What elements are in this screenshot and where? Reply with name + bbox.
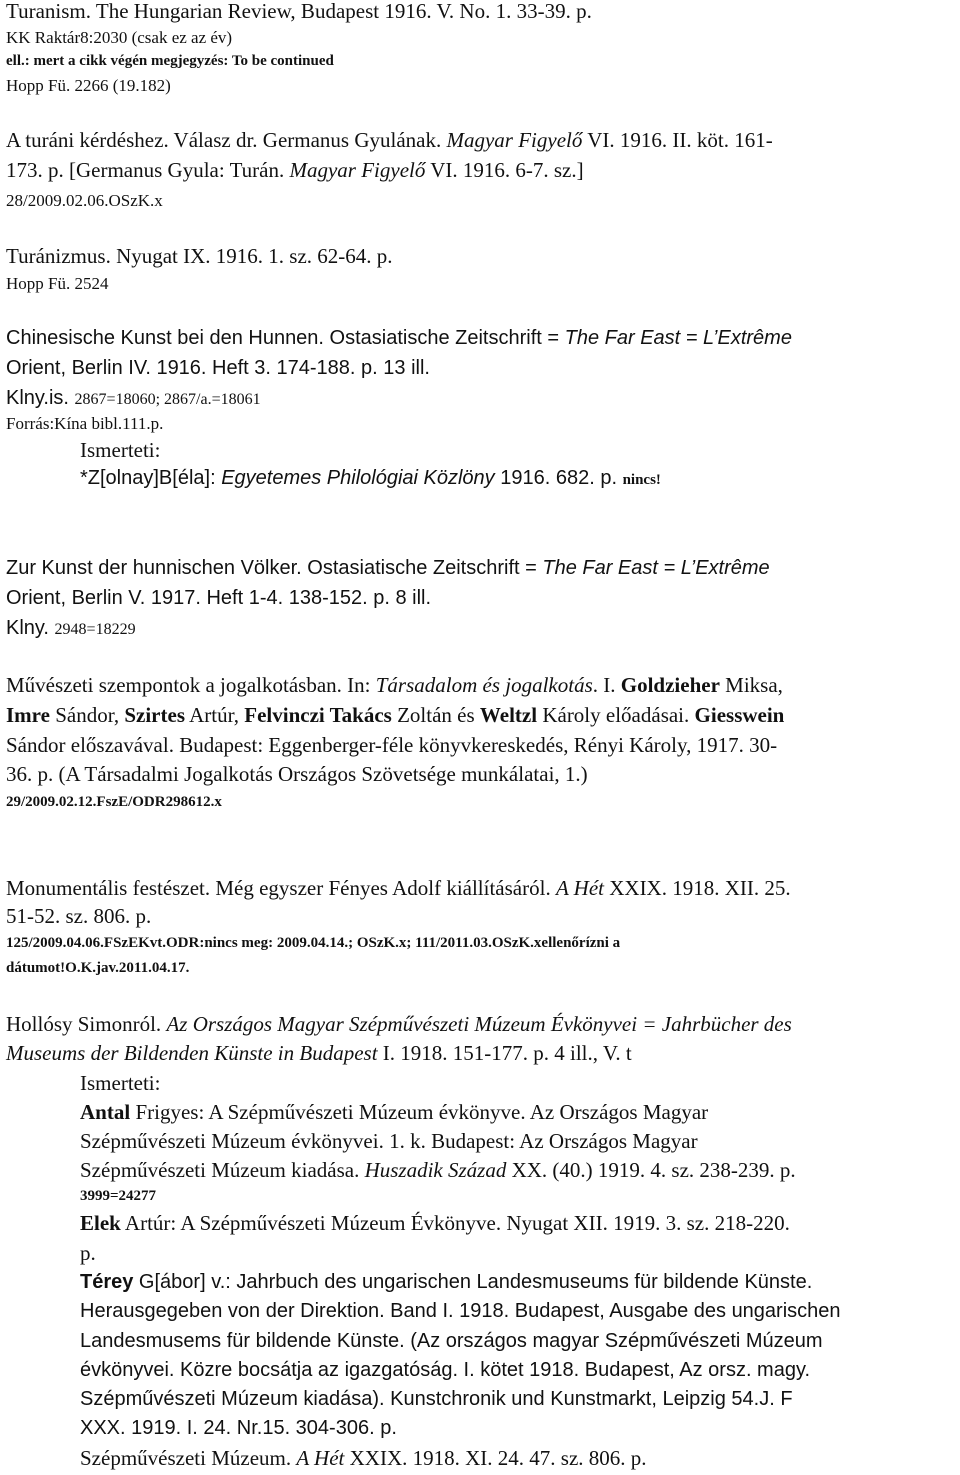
entry-turani-kerdes-ref: 28/2009.02.06.OSzK.x [6,191,163,210]
review-terey-line-1: Térey G[ábor] v.: Jahrbuch des ungarischen Landesmuseums für bildende Künste. [80,1271,813,1293]
reviewed-by-label: Ismerteti: [80,438,161,462]
entry-muveszeti-szempontok-line-2: Imre Sándor, Szirtes Artúr, Felvinczi Takács Zoltán és Weltzl Károly előadásai. Giesswein [6,703,785,727]
entry-chinesische-kunst-line-3: Klny.is. 2867=18060; 2867/a.=18061 [6,387,261,409]
entry-muveszeti-szempontok-line-4: 36. p. (A Társadalmi Jogalkotás Országos Szövetsége munkálatai, 1.) [6,762,588,786]
entry-turanizmus-line-1: Turánizmus. Nyugat IX. 1916. 1. sz. 62-64. p. [6,244,393,268]
reviewed-by-label: Ismerteti: [80,1071,161,1095]
entry-turanism-note: ell.: mert a cikk végén megjegyzés: To be continued [6,53,334,69]
entry-hollosy-line-2: Museums der Bildenden Künste in Budapest I. 1918. 151-177. p. 4 ill., V. t [6,1041,632,1065]
entry-monumentalis-ref-2: dátumot!O.K.jav.2011.04.17. [6,960,190,976]
review-terey-line-3: Landesmusems für bildende Künste. (Az országos magyar Szépművészeti Múzeum [80,1330,823,1352]
entry-chinesische-kunst-source: Forrás:Kína bibl.111.p. [6,414,164,433]
entry-monumentalis-line-1: Monumentális festészet. Még egyszer Fényes Adolf kiállításáról. A Hét XXIX. 1918. XII. 25. [6,876,791,900]
review-a-het: Szépművészeti Múzeum. A Hét XXIX. 1918. XI. 24. 47. sz. 806. p. [80,1446,647,1470]
entry-zur-kunst-line-3: Klny. 2948=18229 [6,617,136,639]
review-antal-line-3: Szépművészeti Múzeum kiadása. Huszadik Század XX. (40.) 1919. 4. sz. 238-239. p. [80,1158,796,1182]
entry-zur-kunst-line-2: Orient, Berlin V. 1917. Heft 1-4. 138-152. p. 8 ill. [6,587,432,609]
entry-turanism-line-4: Hopp Fü. 2266 (19.182) [6,76,171,95]
entry-muveszeti-szempontok-ref: 29/2009.02.12.FszE/ODR298612.x [6,794,222,810]
entry-hollosy-line-1: Hollósy Simonról. Az Országos Magyar Szépművészeti Múzeum Évkönyvei = Jahrbücher des [6,1012,792,1036]
entry-monumentalis-line-2: 51-52. sz. 806. p. [6,904,152,928]
entry-muveszeti-szempontok-line-1: Művészeti szempontok a jogalkotásban. In: Társadalom és jogalkotás. I. Goldzieher Miksa, [6,673,783,697]
review-terey-line-4: évkönyvei. Közre bocsátja az igazgatóság. I. kötet 1918. Budapest, Az orsz. magy. [80,1359,811,1381]
review-antal-line-2: Szépművészeti Múzeum évkönyvei. 1. k. Budapest: Az Országos Magyar [80,1129,698,1153]
review-antal-line-1: Antal Frigyes: A Szépművészeti Múzeum évkönyve. Az Országos Magyar [80,1100,709,1124]
review-terey-line-2: Herausgegeben von der Direktion. Band I. 1918. Budapest, Ausgabe des ungarischen [80,1300,841,1322]
entry-zur-kunst-line-1: Zur Kunst der hunnischen Völker. Ostasiatische Zeitschrift = The Far East = L’Extrême [6,557,770,579]
review-terey-line-5: Szépművészeti Múzeum kiadása). Kunstchronik und Kunstmarkt, Leipzig 54.J. F [80,1388,793,1410]
entry-turanism-line-2: KK Raktár8:2030 (csak ez az év) [6,28,233,47]
review-antal-ref: 3999=24277 [80,1188,157,1204]
review-elek-line-1: Elek Artúr: A Szépművészeti Múzeum Évkönyve. Nyugat XII. 1919. 3. sz. 218-220. [80,1211,790,1235]
entry-turani-kerdes-line-1: A turáni kérdéshez. Válasz dr. Germanus Gyulának. Magyar Figyelő VI. 1916. II. köt. 161- [6,128,773,152]
review-terey-line-6: XXX. 1919. I. 24. Nr.15. 304-306. p. [80,1417,397,1439]
entry-turanizmus-ref: Hopp Fü. 2524 [6,274,109,293]
entry-turani-kerdes-line-2: 173. p. [Germanus Gyula: Turán. Magyar Figyelő VI. 1916. 6-7. sz.] [6,158,584,182]
entry-chinesische-kunst-line-2: Orient, Berlin IV. 1916. Heft 3. 174-188. p. 13 ill. [6,357,430,379]
entry-chinesische-kunst-line-1: Chinesische Kunst bei den Hunnen. Ostasiatische Zeitschrift = The Far East = L’Extrême [6,327,792,349]
review-elek-line-2: p. [80,1241,96,1265]
review-zolnay: *Z[olnay]B[éla]: Egyetemes Philológiai Közlöny 1916. 682. p. nincs! [80,467,661,489]
entry-monumentalis-ref-1: 125/2009.04.06.FSzEKvt.ODR:nincs meg: 2009.04.14.; OSzK.x; 111/2011.03.OSzK.xellenőrízni a [6,935,621,951]
entry-turanism-line-1: Turanism. The Hungarian Review, Budapest 1916. V. No. 1. 33-39. p. [6,0,592,23]
entry-muveszeti-szempontok-line-3: Sándor előszavával. Budapest: Eggenberger-féle könyvkereskedés, Rényi Károly, 1917. 30- [6,733,778,757]
